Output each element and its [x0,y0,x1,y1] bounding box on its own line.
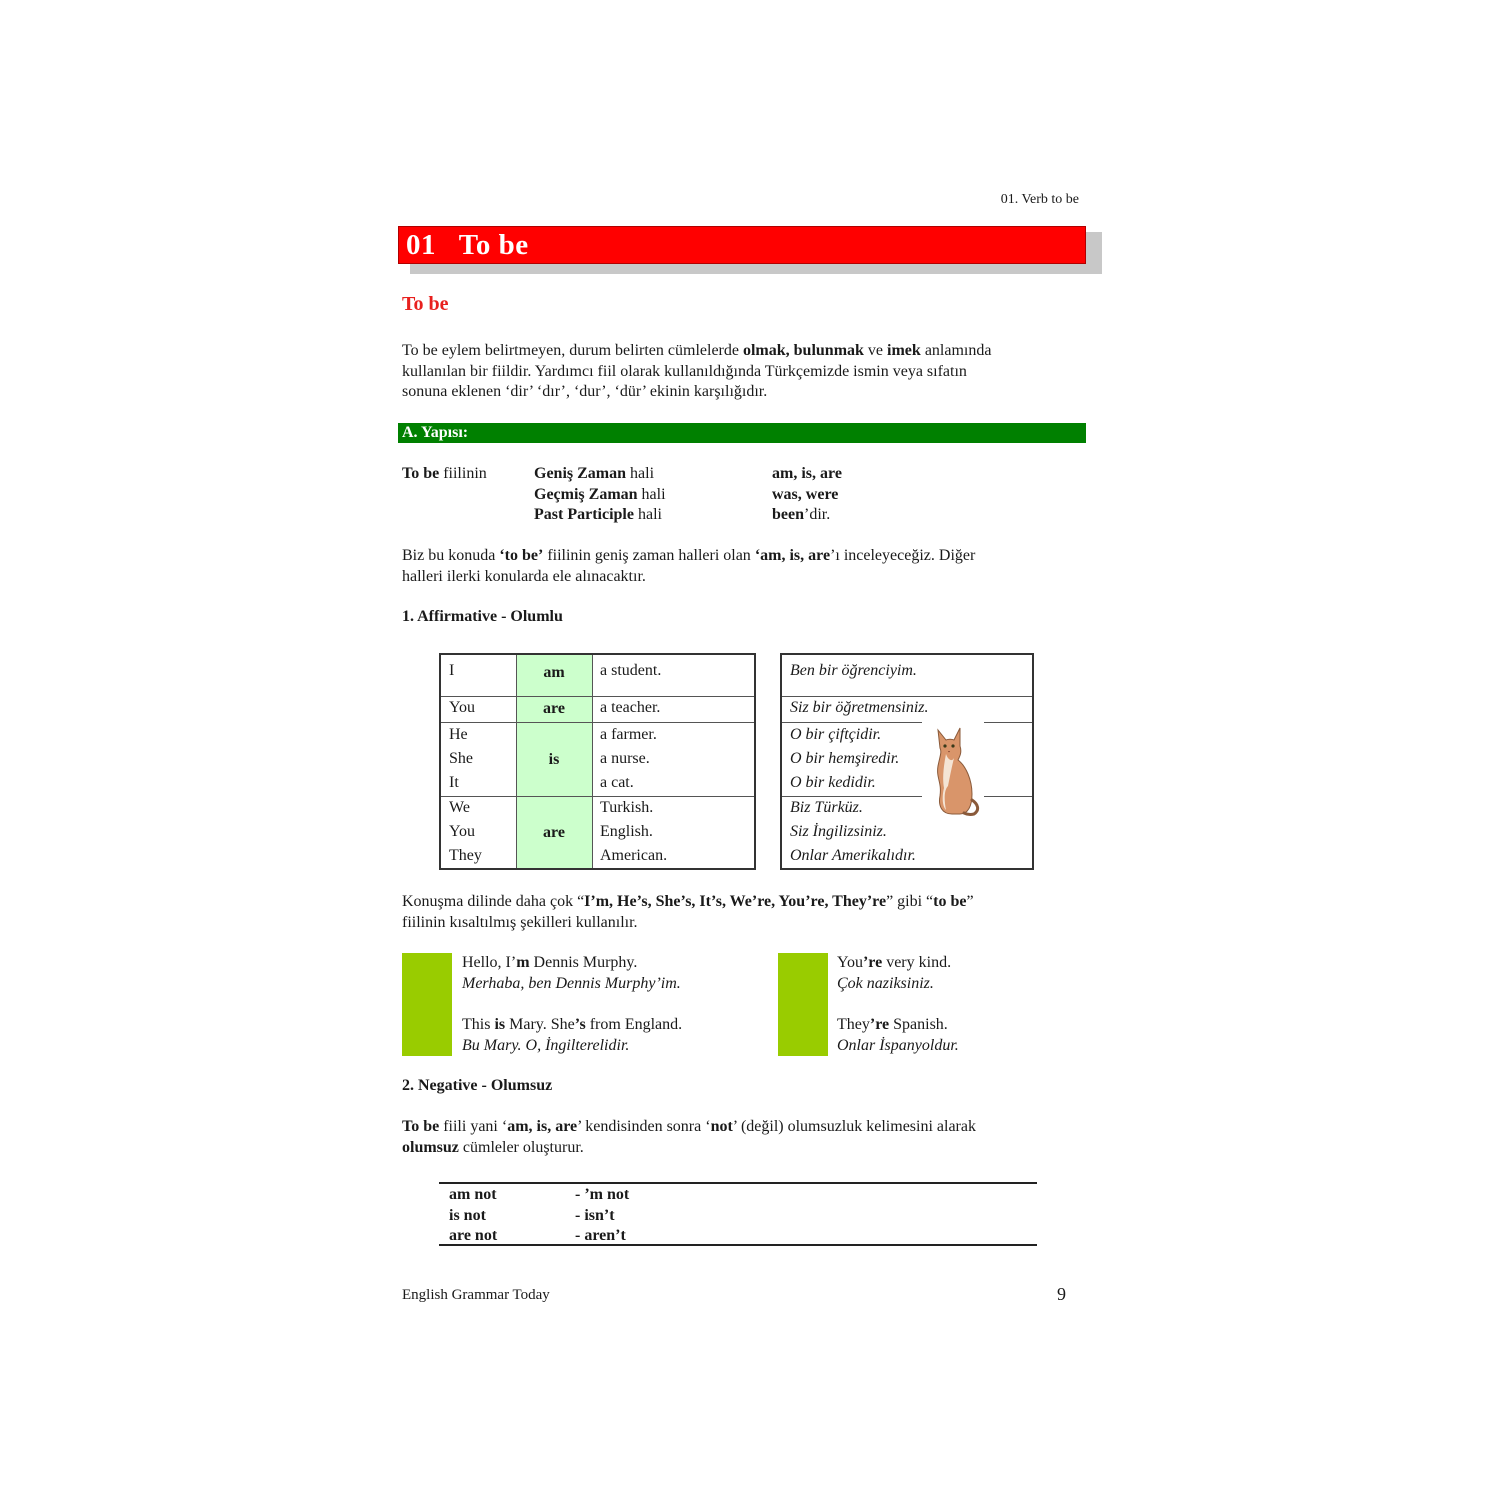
scope-paragraph: Biz bu konuda ‘to be’ fiilinin geniş zaman halleri olan ‘am, is, are’ı inceleyeceğiz. Diğer halleri ilerki konularda ele alınacaktır. [402,547,976,585]
running-header: 01. Verb to be [1000,192,1079,207]
contraction-paragraph: Konuşma dilinde daha çok “I’m, He’s, She’s, It’s, We’re, You’re, They’re” gibi “to be” fiilinin kısaltılmış şekilleri kullanılır. [402,893,974,931]
section-title: To be [402,293,449,315]
affirmative-heading: 1. Affirmative - Olumlu [402,608,563,625]
tense-row: Geçmiş Zaman hali [534,485,666,503]
structure-tense-list [534,464,666,526]
example-item: This is Mary. She’s from England. Bu Mary. O, İngilterelidir. [462,1016,683,1054]
structure-label: To be fiilinin [402,465,487,482]
negative-table-bottom-rule [439,1244,1037,1246]
forms-row: am, is, are [772,465,842,482]
example-item: Hello, I’m Dennis Murphy. Merhaba, ben Dennis Murphy’im. [462,954,681,992]
intro-line-2: kullanılan bir fiildir. Yardımcı fiil olarak kullanıldığında Türkçemizde ismin veya sıfatın [402,362,967,380]
negative-short-forms: - ’m not - isn’t - aren’t [575,1186,630,1244]
structure-heading: A. Yapısı: [402,424,469,441]
subject-cell: He She It [449,726,473,791]
translation-cell: Biz Türküz. Siz İngilizsiniz. Onlar Amerikalıdır. [790,799,916,864]
negative-full-forms: am not is not are not [449,1186,498,1244]
negative-heading: 2. Negative - Olumsuz [402,1077,553,1094]
footer-book-title: English Grammar Today [402,1287,550,1303]
verb-cell: are [543,824,565,841]
intro-line-1: To be eylem belirtmeyen, durum belirten cümlelerde olmak, bulunmak ve imek anlamında [402,342,992,359]
complement-cell: Turkish. English. American. [600,799,668,864]
example-item: You’re very kind. Çok naziksiniz. [837,954,952,992]
intro-line-3: sonuna eklenen ‘dir’ ‘dır’, ‘dur’, ‘dür’ ekinin karşılığıdır. [402,383,768,400]
structure-heading-bar [398,423,1086,443]
example-item: They’re Spanish. Onlar İspanyoldur. [837,1016,959,1054]
chapter-number: 01 [406,229,436,261]
tense-row: Past Participle hali [534,506,662,523]
verb-cell: are [543,700,565,717]
page-number: 9 [1057,1284,1066,1304]
chapter-title [406,229,529,262]
subject-cell: We You They [449,799,482,864]
translation-cell: Ben bir öğrenciyim. [790,662,917,679]
complement-cell: a teacher. [600,699,661,716]
example-bar-left [402,953,452,1056]
intro-paragraph [402,341,1102,403]
negative-table-top-rule [439,1182,1037,1184]
subject-cell: I [449,662,455,679]
complement-cell: a farmer. a nurse. a cat. [600,726,657,791]
affirmative-table [439,653,756,870]
cat-illustration-icon [922,720,984,816]
verb-cell: am [543,664,565,681]
verb-cell: is [548,751,560,768]
translation-cell: Siz bir öğretmensiniz. [790,699,929,716]
subject-cell: You [449,699,475,716]
translation-table [780,653,1034,870]
complement-cell: a student. [600,662,662,679]
structure-forms-list [772,464,842,526]
tense-row: Geniş Zaman hali [534,465,655,482]
forms-row: been’dir. [772,506,831,523]
chapter-name: To be [458,229,529,261]
negative-paragraph: To be fiili yani ‘am, is, are’ kendisinden sonra ‘not’ (değil) olumsuzluk kelimesini alarak olumsuz cümleler oluşturur. [402,1118,976,1156]
forms-row: was, were [772,485,839,503]
translation-cell: O bir çiftçidir. O bir hemşiredir. O bir kedidir. [790,726,900,791]
example-bar-right [778,953,828,1056]
